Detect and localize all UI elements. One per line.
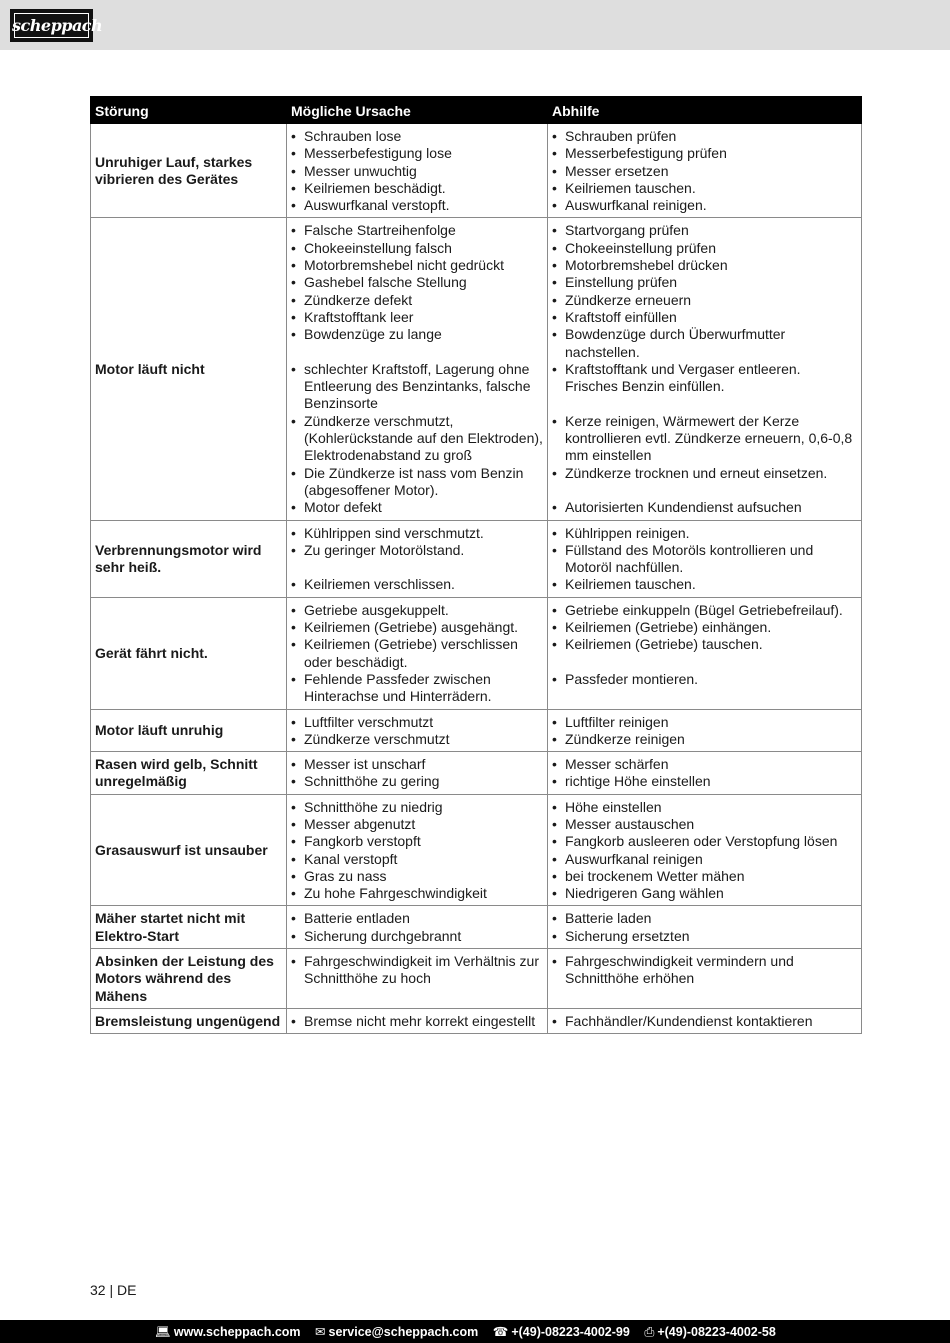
phone-icon: ☎ bbox=[492, 1325, 509, 1339]
fault-cell: Motor läuft unruhig bbox=[91, 709, 287, 752]
cause-item: • Fangkorb verstopft bbox=[290, 833, 543, 850]
cause-item: • Messer unwuchtig bbox=[290, 163, 543, 180]
cause-item: • Keilriemen (Getriebe) ausgehängt. bbox=[290, 619, 543, 636]
fault-cell: Gerät fährt nicht. bbox=[91, 597, 287, 709]
remedy-cell bbox=[548, 597, 862, 709]
cause-item: • Batterie entladen bbox=[290, 910, 543, 927]
remedy-item: • Füllstand des Motoröls kontrollieren und Motoröl nachfüllen. bbox=[551, 542, 857, 577]
cause-cell bbox=[287, 949, 548, 1009]
cause-list bbox=[290, 799, 543, 903]
remedy-item: • Fachhändler/Kundendienst kontaktieren bbox=[551, 1013, 857, 1030]
column-header-remedy: Abhilfe bbox=[548, 97, 862, 124]
remedy-list bbox=[551, 714, 857, 749]
remedy-item: • Autorisierten Kundendienst aufsuchen bbox=[551, 499, 857, 516]
remedy-cell bbox=[548, 794, 862, 906]
remedy-item: • Zündkerze reinigen bbox=[551, 731, 857, 748]
cause-item: • Bremse nicht mehr korrekt eingestellt bbox=[290, 1013, 543, 1030]
remedy-item: • Chokeeinstellung prüfen bbox=[551, 240, 857, 257]
remedy-item: • Fangkorb ausleeren oder Verstopfung lösen bbox=[551, 833, 857, 850]
computer-icon: 💻︎ bbox=[155, 1325, 171, 1339]
remedy-cell bbox=[548, 124, 862, 218]
cause-item: • Kraftstofftank leer bbox=[290, 309, 543, 326]
table-header-row bbox=[91, 97, 862, 124]
table-row bbox=[91, 597, 862, 709]
remedy-item: • Zündkerze trocknen und erneut einsetzen. bbox=[551, 465, 857, 482]
cause-cell bbox=[287, 709, 548, 752]
remedy-list bbox=[551, 910, 857, 945]
cause-item: • Messer abgenutzt bbox=[290, 816, 543, 833]
cause-item: • Messer ist unscharf bbox=[290, 756, 543, 773]
fault-cell: Grasauswurf ist unsauber bbox=[91, 794, 287, 906]
remedy-cell bbox=[548, 1008, 862, 1033]
cause-cell bbox=[287, 124, 548, 218]
remedy-item: • Startvorgang prüfen bbox=[551, 222, 857, 239]
cause-list bbox=[290, 602, 543, 706]
cause-item: • Zündkerze defekt bbox=[290, 292, 543, 309]
remedy-item: • Fahrgeschwindigkeit vermindern und Schnitthöhe erhöhen bbox=[551, 953, 857, 988]
remedy-item: • Keilriemen (Getriebe) einhängen. bbox=[551, 619, 857, 636]
remedy-item: • Kraftstoff einfüllen bbox=[551, 309, 857, 326]
remedy-item: • Messerbefestigung prüfen bbox=[551, 145, 857, 162]
remedy-item: • Motorbremshebel drücken bbox=[551, 257, 857, 274]
fax-icon: ⎙ bbox=[644, 1325, 655, 1339]
cause-cell bbox=[287, 794, 548, 906]
header-band bbox=[0, 0, 950, 50]
remedy-item: • Höhe einstellen bbox=[551, 799, 857, 816]
remedy-item: • richtige Höhe einstellen bbox=[551, 773, 857, 790]
remedy-item: • Auswurfkanal reinigen. bbox=[551, 197, 857, 214]
cause-cell bbox=[287, 752, 548, 795]
cause-item: • Gashebel falsche Stellung bbox=[290, 274, 543, 291]
cause-item: • Keilriemen verschlissen. bbox=[290, 576, 543, 593]
troubleshooting-table bbox=[90, 96, 862, 1034]
remedy-item: • Kühlrippen reinigen. bbox=[551, 525, 857, 542]
cause-item: • Die Zündkerze ist nass vom Benzin (abgesoffener Motor). bbox=[290, 465, 543, 500]
cause-list bbox=[290, 128, 543, 214]
fault-cell: Motor läuft nicht bbox=[91, 218, 287, 520]
cause-item: • Zündkerze verschmutzt bbox=[290, 731, 543, 748]
remedy-list bbox=[551, 1013, 857, 1030]
cause-item: • Bowdenzüge zu lange bbox=[290, 326, 543, 343]
remedy-cell bbox=[548, 709, 862, 752]
scheppach-logo: scheppach bbox=[10, 9, 93, 42]
remedy-cell bbox=[548, 949, 862, 1009]
fault-cell: Rasen wird gelb, Schnitt unregelmäßig bbox=[91, 752, 287, 795]
remedy-item: • Auswurfkanal reinigen bbox=[551, 851, 857, 868]
remedy-item: • Niedrigeren Gang wählen bbox=[551, 885, 857, 902]
remedy-cell bbox=[548, 752, 862, 795]
cause-item bbox=[290, 344, 543, 361]
cause-item: • Zündkerze verschmutzt, (Kohlerückstande auf den Elektroden), Elektrodenabstand zu groß bbox=[290, 413, 543, 465]
mail-icon: ✉ bbox=[315, 1325, 326, 1339]
table-row bbox=[91, 752, 862, 795]
remedy-list bbox=[551, 525, 857, 594]
cause-item: • Auswurfkanal verstopft. bbox=[290, 197, 543, 214]
remedy-item: • Passfeder montieren. bbox=[551, 671, 857, 688]
cause-item: • Luftfilter verschmutzt bbox=[290, 714, 543, 731]
cause-item: • Schnitthöhe zu niedrig bbox=[290, 799, 543, 816]
remedy-list bbox=[551, 602, 857, 688]
remedy-item: • bei trockenem Wetter mähen bbox=[551, 868, 857, 885]
remedy-item bbox=[551, 654, 857, 671]
cause-item: • Zu hohe Fahrgeschwindigkeit bbox=[290, 885, 543, 902]
remedy-list bbox=[551, 222, 857, 516]
cause-list bbox=[290, 525, 543, 594]
remedy-item: • Kraftstofftank und Vergaser entleeren. Frisches Benzin einfüllen. bbox=[551, 361, 857, 396]
remedy-item: • Keilriemen tauschen. bbox=[551, 576, 857, 593]
cause-list bbox=[290, 953, 543, 988]
cause-list bbox=[290, 1013, 543, 1030]
table-row bbox=[91, 124, 862, 218]
cause-cell bbox=[287, 520, 548, 597]
remedy-item: • Messer austauschen bbox=[551, 816, 857, 833]
cause-list bbox=[290, 910, 543, 945]
remedy-cell bbox=[548, 520, 862, 597]
table-row bbox=[91, 709, 862, 752]
page-number: 32 | DE bbox=[90, 1282, 137, 1298]
table-row bbox=[91, 1008, 862, 1033]
phone-number: +(49)-08223-4002-99 bbox=[511, 1325, 630, 1339]
remedy-item: • Keilriemen (Getriebe) tauschen. bbox=[551, 636, 857, 653]
cause-item: • Sicherung durchgebrannt bbox=[290, 928, 543, 945]
remedy-item: • Luftfilter reinigen bbox=[551, 714, 857, 731]
remedy-list bbox=[551, 953, 857, 988]
remedy-item: • Keilriemen tauschen. bbox=[551, 180, 857, 197]
footer-bar bbox=[0, 1320, 950, 1343]
cause-item: • Messerbefestigung lose bbox=[290, 145, 543, 162]
table-row bbox=[91, 520, 862, 597]
cause-item: • schlechter Kraftstoff, Lagerung ohne Entleerung des Benzintanks, falsche Benzinsorte bbox=[290, 361, 543, 413]
fault-cell: Mäher startet nicht mit Elektro-Start bbox=[91, 906, 287, 949]
cause-item: • Kühlrippen sind verschmutzt. bbox=[290, 525, 543, 542]
remedy-item: • Sicherung ersetzten bbox=[551, 928, 857, 945]
cause-cell bbox=[287, 906, 548, 949]
cause-item: • Motor defekt bbox=[290, 499, 543, 516]
fault-cell: Unruhiger Lauf, starkes vibrieren des Gerätes bbox=[91, 124, 287, 218]
table-row bbox=[91, 218, 862, 520]
table-row bbox=[91, 794, 862, 906]
remedy-cell bbox=[548, 906, 862, 949]
remedy-list bbox=[551, 756, 857, 791]
remedy-item bbox=[551, 482, 857, 499]
table-row bbox=[91, 906, 862, 949]
remedy-item: • Batterie laden bbox=[551, 910, 857, 927]
remedy-item: • Bowdenzüge durch Überwurfmutter nachstellen. bbox=[551, 326, 857, 361]
cause-list bbox=[290, 222, 543, 516]
cause-item: • Fehlende Passfeder zwischen Hinterachse und Hinterrädern. bbox=[290, 671, 543, 706]
cause-item: • Chokeeinstellung falsch bbox=[290, 240, 543, 257]
cause-item: • Falsche Startreihenfolge bbox=[290, 222, 543, 239]
remedy-list bbox=[551, 799, 857, 903]
cause-item: • Getriebe ausgekuppelt. bbox=[290, 602, 543, 619]
remedy-item bbox=[551, 395, 857, 412]
remedy-cell bbox=[548, 218, 862, 520]
cause-item: • Fahrgeschwindigkeit im Verhältnis zur Schnitthöhe zu hoch bbox=[290, 953, 543, 988]
remedy-item: • Zündkerze erneuern bbox=[551, 292, 857, 309]
cause-item: • Kanal verstopft bbox=[290, 851, 543, 868]
remedy-list bbox=[551, 128, 857, 214]
remedy-item: • Getriebe einkuppeln (Bügel Getriebefreilauf). bbox=[551, 602, 857, 619]
cause-item: • Gras zu nass bbox=[290, 868, 543, 885]
fault-cell: Bremsleistung ungenügend bbox=[91, 1008, 287, 1033]
table-row bbox=[91, 949, 862, 1009]
remedy-item: • Kerze reinigen, Wärmewert der Kerze kontrollieren evtl. Zündkerze erneuern, 0,6-0,8 mm einstellen bbox=[551, 413, 857, 465]
remedy-item: • Messer ersetzen bbox=[551, 163, 857, 180]
cause-item: • Schnitthöhe zu gering bbox=[290, 773, 543, 790]
fault-cell: Absinken der Leistung des Motors während des Mähens bbox=[91, 949, 287, 1009]
remedy-item: • Schrauben prüfen bbox=[551, 128, 857, 145]
website-link[interactable]: www.scheppach.com bbox=[173, 1325, 301, 1339]
column-header-cause: Mögliche Ursache bbox=[287, 97, 548, 124]
cause-cell bbox=[287, 597, 548, 709]
email-link[interactable]: service@scheppach.com bbox=[328, 1325, 479, 1339]
fax-number: +(49)-08223-4002-58 bbox=[657, 1325, 776, 1339]
fault-cell: Verbrennungsmotor wird sehr heiß. bbox=[91, 520, 287, 597]
remedy-item: • Einstellung prüfen bbox=[551, 274, 857, 291]
cause-item bbox=[290, 559, 543, 576]
cause-cell bbox=[287, 1008, 548, 1033]
cause-cell bbox=[287, 218, 548, 520]
cause-item: • Keilriemen (Getriebe) verschlissen oder beschädigt. bbox=[290, 636, 543, 671]
cause-list bbox=[290, 756, 543, 791]
cause-list bbox=[290, 714, 543, 749]
cause-item: • Keilriemen beschädigt. bbox=[290, 180, 543, 197]
remedy-item: • Messer schärfen bbox=[551, 756, 857, 773]
column-header-fault: Störung bbox=[91, 97, 287, 124]
cause-item: • Motorbremshebel nicht gedrückt bbox=[290, 257, 543, 274]
cause-item: • Schrauben lose bbox=[290, 128, 543, 145]
cause-item: • Zu geringer Motorölstand. bbox=[290, 542, 543, 559]
